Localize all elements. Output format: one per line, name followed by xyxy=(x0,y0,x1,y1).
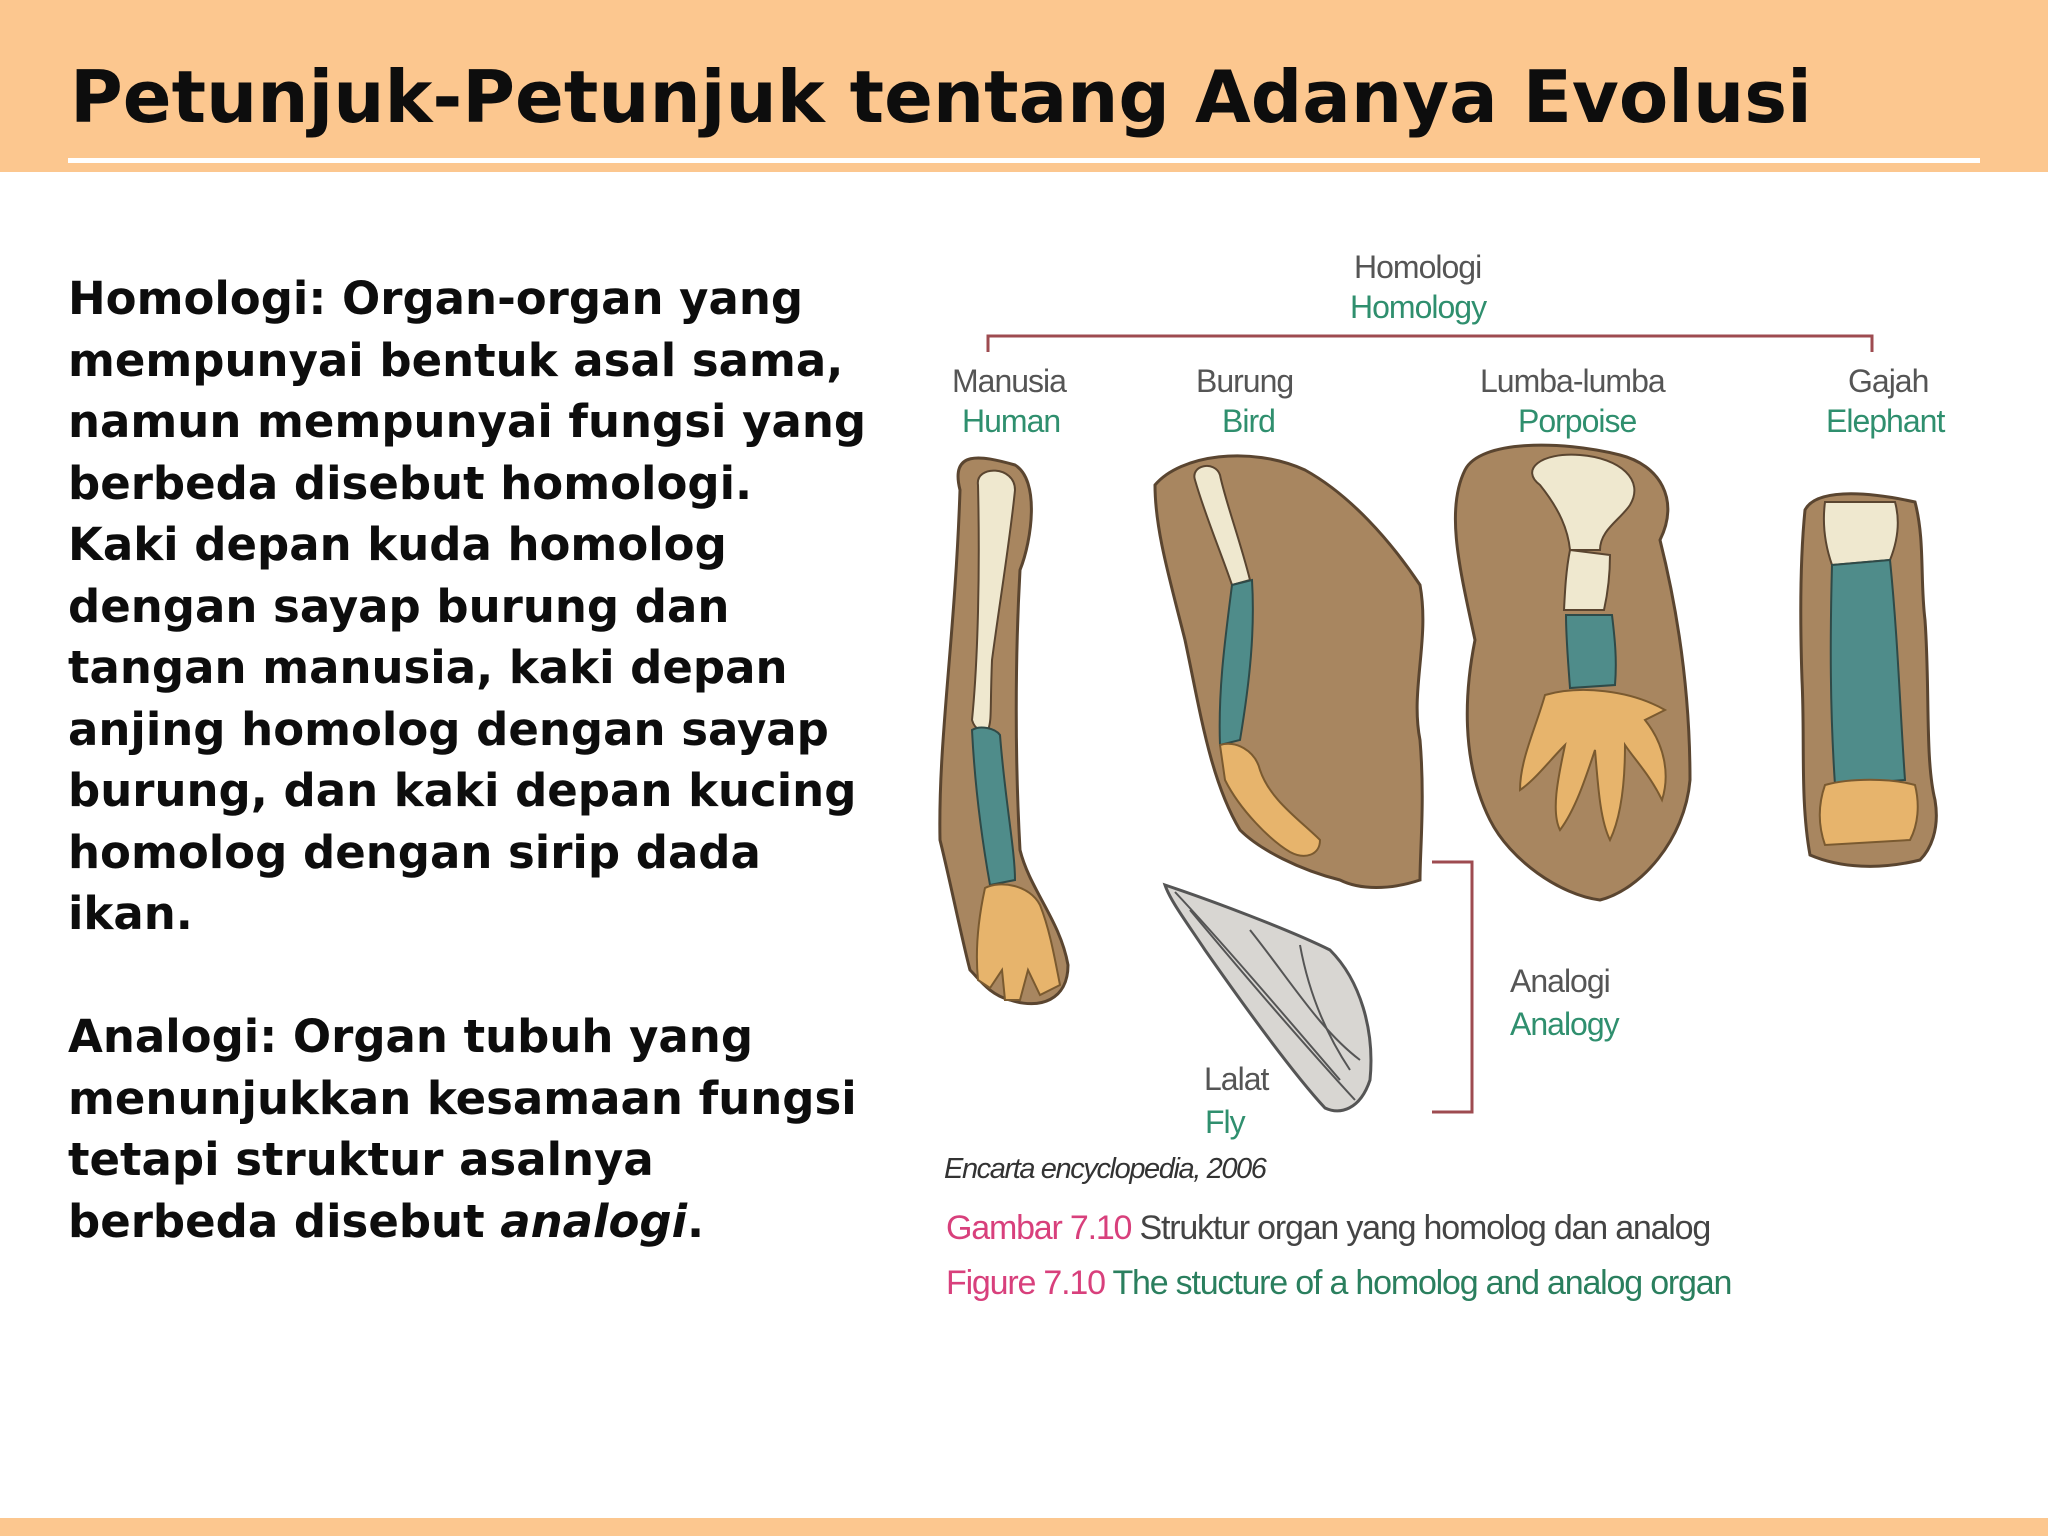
elephant-leg xyxy=(1801,494,1937,867)
caption-id-number: Gambar 7.10 xyxy=(946,1209,1132,1247)
slide-title: Petunjuk-Petunjuk tentang Adanya Evolusi xyxy=(70,55,1812,139)
elephant-label-en: Elephant xyxy=(1826,403,1945,439)
homology-label: Homologi xyxy=(1354,249,1482,285)
fly-label: Lalat xyxy=(1204,1061,1269,1097)
caption-id-text: Struktur organ yang homolog dan analog xyxy=(1139,1209,1711,1247)
caption-english xyxy=(946,1261,1731,1305)
caption-en-text: The stucture of a homolog and analog organ xyxy=(1112,1264,1732,1302)
fly-label-en: Fly xyxy=(1205,1104,1245,1140)
homology-label-en: Homology xyxy=(1350,289,1487,325)
footer-band xyxy=(0,1518,2048,1536)
header-divider xyxy=(68,158,1980,163)
porpoise-label-en: Porpoise xyxy=(1518,403,1637,439)
caption-indonesian xyxy=(946,1206,1710,1250)
human-label: Manusia xyxy=(952,363,1066,399)
analogy-paragraph xyxy=(68,1006,868,1252)
analogy-end: . xyxy=(687,1194,705,1248)
figure-citation: Encarta encyclopedia, 2006 xyxy=(944,1153,1266,1185)
elephant-label: Gajah xyxy=(1848,363,1929,399)
analogy-label: Analogi xyxy=(1510,963,1610,999)
bird-label: Burung xyxy=(1196,363,1294,399)
bird-label-en: Bird xyxy=(1222,403,1275,439)
homology-analogy-figure xyxy=(920,240,2000,1320)
bird-wing xyxy=(1155,456,1423,888)
porpoise-flipper xyxy=(1455,445,1690,900)
analogy-text: Analogi: Organ tubuh yang menunjukkan kesamaan fungsi tetapi struktur asalnya berbeda disebut xyxy=(68,1010,857,1248)
analogy-term: analogi xyxy=(500,1194,688,1248)
caption-en-number: Figure 7.10 xyxy=(946,1264,1105,1302)
porpoise-label: Lumba-lumba xyxy=(1480,363,1665,399)
human-arm xyxy=(940,458,1068,1004)
homology-paragraph: Homologi: Organ-organ yang mempunyai bentuk asal sama, namun mempunyai fungsi yang berbeda disebut homologi. Kaki depan kuda homolog dengan sayap burung dan tangan manusia, kaki depan anjing homolog dengan sayap burung, dan kaki depan kucing homolog dengan sirip dada ikan. xyxy=(68,272,867,940)
analogy-label-en: Analogy xyxy=(1510,1006,1619,1042)
body-text xyxy=(68,268,868,1252)
human-label-en: Human xyxy=(962,403,1061,439)
analogy-bracket xyxy=(1432,862,1472,1112)
homology-bracket xyxy=(988,336,1872,352)
